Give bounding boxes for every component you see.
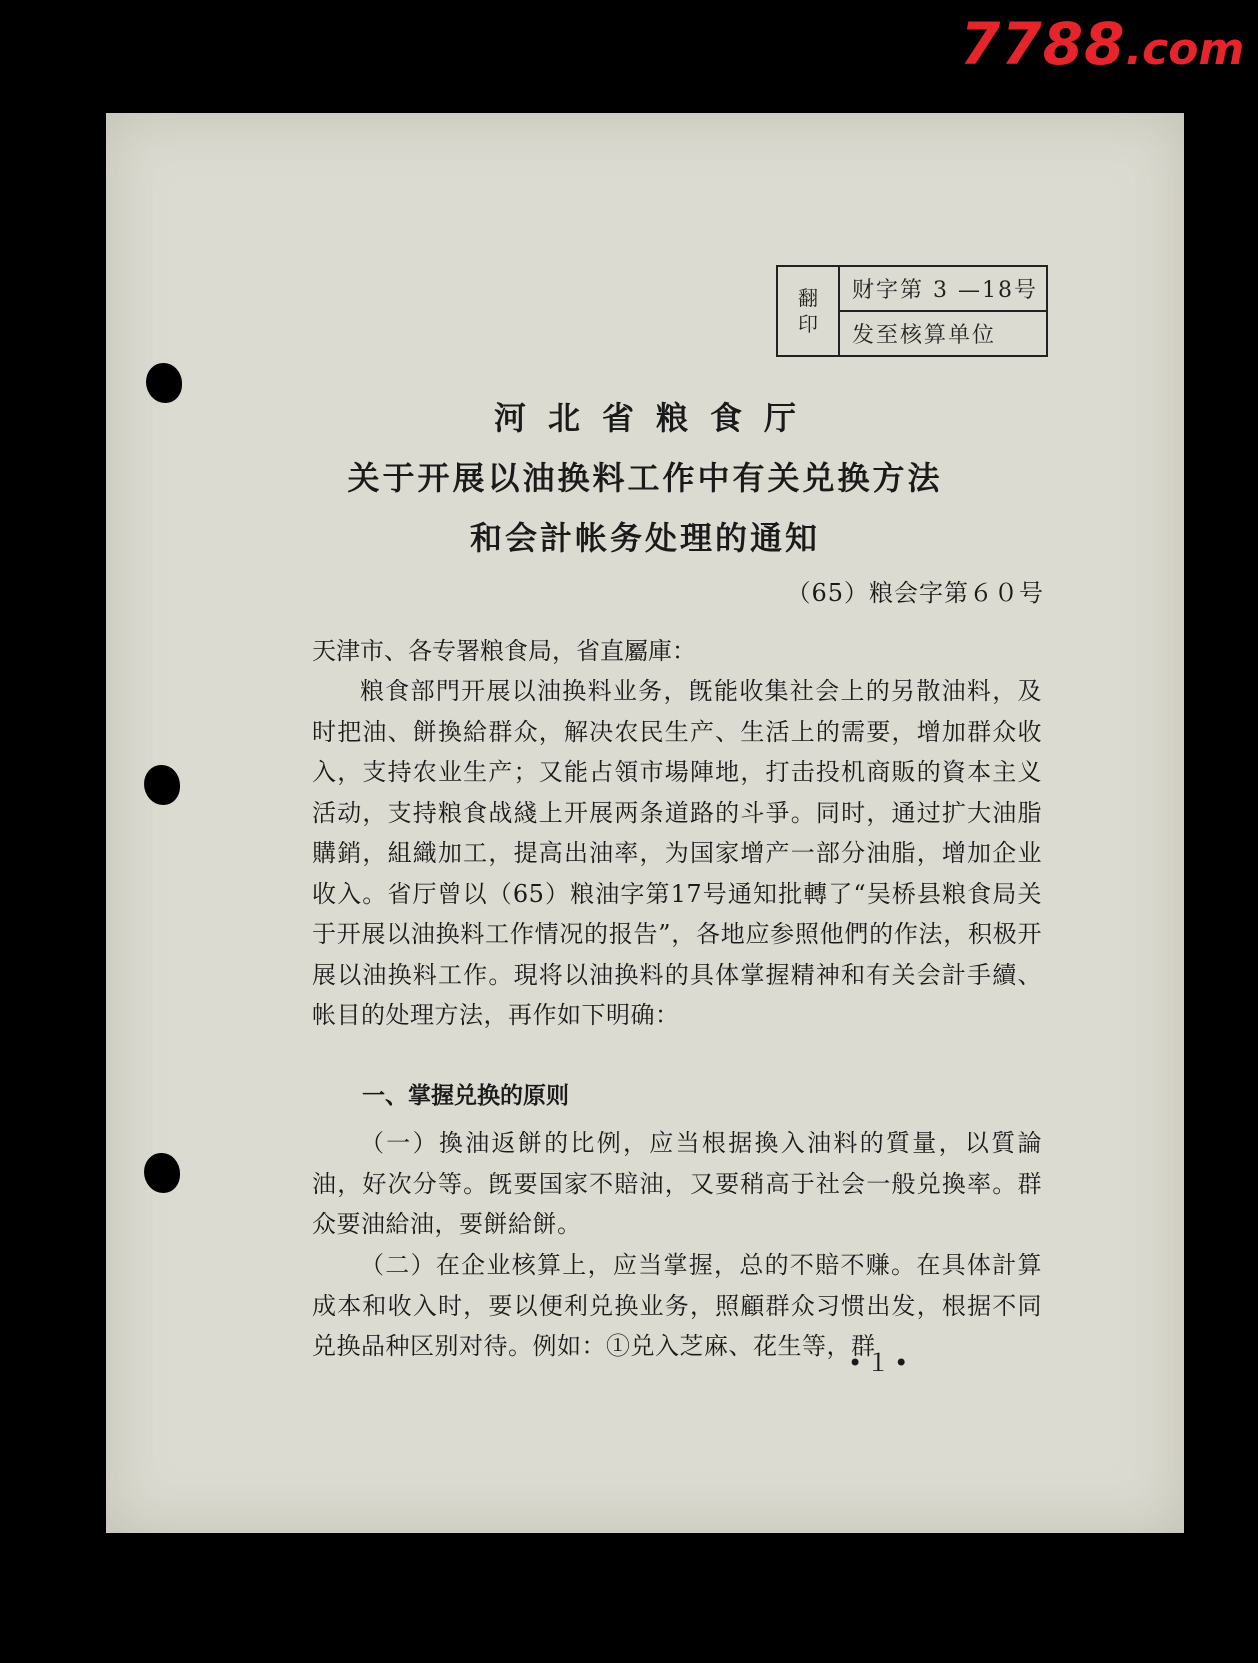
paragraph-item-1: （一）換油返餅的比例，应当根据換入油料的質量，以質論油，好次分等。旣要国家不賠油，又要稍高于社会一般兑換率。群众要油給油，要餅給餅。 [312,1129,1042,1238]
stamp-line-1: 财字第 3 —18号 [840,267,1046,312]
reprint-stamp [776,265,1048,357]
title-issuer: 河北省粮食厅 [493,399,818,437]
document-number: （65）粮会字第６０号 [786,579,1044,607]
stamp-label [778,267,840,355]
title-subject-line-2: 和会計帐务处理的通知 [469,519,820,557]
section-heading: 一、掌握兑换的原则 [362,1083,569,1109]
punch-hole-middle [144,765,180,805]
stamp-label-char-2: 印 [798,312,818,336]
stamp-line-2: 发至核算单位 [852,323,997,348]
title-subject-line-1: 关于开展以油换料工作中有关兑换方法 [347,459,943,497]
punch-hole-bottom [144,1153,180,1193]
watermark-logo [960,10,1244,78]
stamp-label-char-1: 翻 [798,286,818,310]
addressee: 天津市、各专署粮食局，省直屬庫： [312,637,696,665]
document-page [106,113,1184,1533]
watermark-main: 7788 [960,10,1126,78]
paragraph-intro: 粮食部門开展以油换料业务，旣能收集社会上的另散油料，及时把油、餅換給群众，解决农民生产、生活上的需要，增加群众收入，支持农业生产；又能占領市場陣地，打击投机商販的資本主义活动，支持粮食战綫上开展两条道路的斗爭。同时，通过扩大油脂購銷，組織加工，提高出油率，为国家增产一部分油脂，增加企业收入。省厅曾以（65）粮油字第17号通知批轉了“吴桥县粮食局关于开展以油换料工作情况的报告”，各地应参照他們的作法，积极开展以油换料工作。現将以油换料的具体掌握精神和有关会計手續、帐目的处理方法，再作如下明确： [312,677,1042,1029]
watermark-suffix: .com [1125,24,1245,75]
paragraph-item-2: （二）在企业核算上，应当掌握，总的不賠不赚。在具体計算成本和收入时，要以便利兑换业务，照顧群众习惯出发，根据不同兑换品种区别对待。例如：①兑入芝麻、花生等，群 [312,1251,1042,1360]
page-number: •１• [848,1349,913,1377]
